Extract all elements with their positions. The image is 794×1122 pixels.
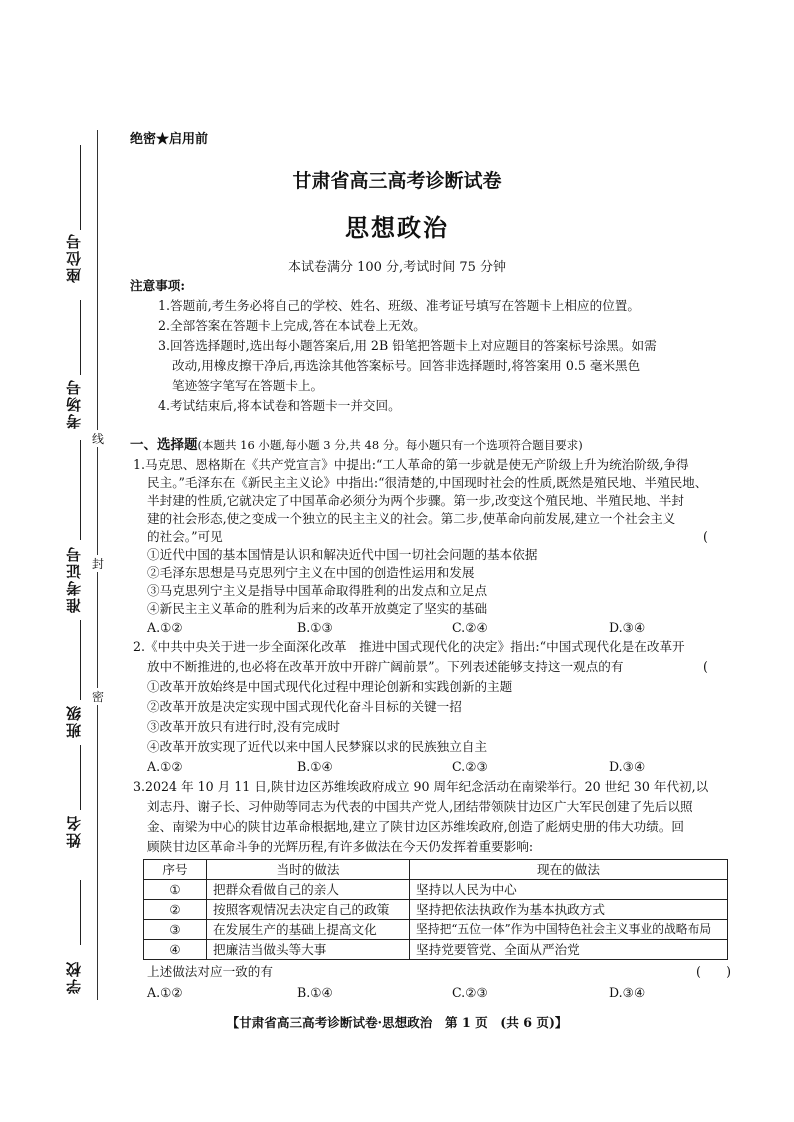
q1-choice-a: A.①② xyxy=(147,620,183,635)
q2-choice-c: C.②③ xyxy=(452,759,488,774)
section-desc: (本题共 16 小题,每小题 3 分,共 48 分。每小题只有一个选项符合题目要求) xyxy=(197,438,583,452)
exam-info: 本试卷满分 100 分,考试时间 75 分钟 xyxy=(287,260,507,275)
note-4: 4.考试结束后,将本试卷和答题卡一并交回。 xyxy=(158,398,401,413)
q2-choice-b: B.①④ xyxy=(297,759,333,774)
q1-stem-line-5: 的社会。”可见 xyxy=(147,529,223,544)
table-row xyxy=(144,900,728,920)
binding-label-mi: 密 xyxy=(91,690,104,704)
room-underline xyxy=(80,300,81,375)
table-header-cell: 当时的做法 xyxy=(207,860,410,880)
table-cell: 按照客观情况去决定自己的政策 xyxy=(207,900,410,920)
seat-label: 座位号 xyxy=(65,232,83,283)
note-2: 2.全部答案在答题卡上完成,答在本试卷上无效。 xyxy=(158,318,426,333)
section-heading xyxy=(130,436,583,454)
table-header-cell: 现在的做法 xyxy=(410,860,728,880)
table-cell: 把群众看做自己的亲人 xyxy=(207,880,410,900)
q2-answer-paren: ( xyxy=(703,659,708,674)
table-cell: ③ xyxy=(144,920,207,940)
table-cell: 坚持以人民为中心 xyxy=(410,880,728,900)
q1-stem-line-2: 民主。”毛泽东在《新民主主义论》中指出:“很清楚的,中国现时社会的性质,既然是殖民地、半殖民地、 xyxy=(147,475,708,490)
q1-option-4: ④新民主主义革命的胜利为后来的改革开放奠定了坚实的基础 xyxy=(147,601,488,616)
school-label: 学校 xyxy=(65,960,83,994)
q3-choice-d: D.③④ xyxy=(609,985,646,1000)
binding-label-xian: 线 xyxy=(91,432,104,446)
table-row xyxy=(144,940,728,960)
q2-option-1: ①改革开放始终是中国式现代化过程中理论创新和实践创新的主题 xyxy=(147,679,513,694)
q1-stem-line-1: 1.马克思、恩格斯在《共产党宣言》中提出:“工人革命的第一步就是使无产阶级上升为统治阶级,争得 xyxy=(133,457,689,472)
q2-stem-line-1: 2.《中共中央关于进一步全面深化改革 推进中国式现代化的决定》指出:“中国式现代化是在改革开 xyxy=(133,639,685,654)
table-header-row xyxy=(144,860,728,880)
note-3-line-2: 改动,用橡皮擦干净后,再选涂其他答案标号。回答非选择题时,将答案用 0.5 毫米黑色 xyxy=(172,358,641,373)
exam-title: 甘肃省高三高考诊断试卷 xyxy=(292,170,502,192)
note-3-line-3: 笔迹签字笔写在答题卡上。 xyxy=(172,378,324,393)
table-cell: ② xyxy=(144,900,207,920)
class-underline xyxy=(80,620,81,700)
q3-choice-c: C.②③ xyxy=(452,985,488,1000)
q3-stem-line-1: 3.2024 年 10 月 11 日,陕甘边区苏维埃政府成立 90 周年纪念活动在南梁举行。20 世纪 30 年代初,以 xyxy=(133,779,709,794)
q1-option-3: ③马克思列宁主义是指导中国革命取得胜利的出发点和立足点 xyxy=(147,583,488,598)
table-row xyxy=(144,880,728,900)
q3-answer-paren: ( ) xyxy=(696,964,732,979)
q1-choice-b: B.①③ xyxy=(297,620,333,635)
q3-stem-line-4: 顾陕甘边区革命斗争的光辉历程,有许多做法在今天仍发挥着重要影响: xyxy=(147,839,534,854)
table-header-cell: 序号 xyxy=(144,860,207,880)
q1-stem-line-4: 建的社会形态,使之变成一个独立的民主主义的社会。第二步,使革命向前发展,建立一个社会主义 xyxy=(147,511,676,526)
q1-answer-paren: ( xyxy=(703,529,708,544)
notes-heading: 注意事项: xyxy=(130,278,186,293)
note-3-line-1: 3.回答选择题时,选出每小题答案后,用 2B 铅笔把答题卡上对应题目的答案标号涂黑。如需 xyxy=(158,338,657,353)
ticket-underline xyxy=(80,440,81,540)
table-cell: ① xyxy=(144,880,207,900)
name-label: 姓名 xyxy=(65,814,83,848)
table-cell: 在发展生产的基础上提高文化 xyxy=(207,920,410,940)
q1-option-1: ①近代中国的基本国情是认识和解决近代中国一切社会问题的基本依据 xyxy=(147,547,538,562)
page-footer: 【甘肃省高三高考诊断试卷·思想政治 第 1 页 (共 6 页)】 xyxy=(226,1015,568,1030)
name-underline xyxy=(80,745,81,810)
table-cell: 坚持党要管党、全面从严治党 xyxy=(410,940,728,960)
q3-stem-line-2: 刘志丹、谢子长、习仲勋等同志为代表的中国共产党人,团结带领陕甘边区广大军民创建了先后以照 xyxy=(147,799,693,814)
q3-stem-line-3: 金、南梁为中心的陕甘边革命根据地,建立了陕甘边区苏维埃政府,创造了彪炳史册的伟大功绩。回 xyxy=(147,819,684,834)
note-1: 1.答题前,考生务必将自己的学校、姓名、班级、准考证号填写在答题卡上相应的位置。 xyxy=(158,298,640,313)
table-cell: ④ xyxy=(144,940,207,960)
table-cell: 坚持把依法执政作为基本执政方式 xyxy=(410,900,728,920)
subject-title: 思想政治 xyxy=(345,213,449,242)
q1-choice-d: D.③④ xyxy=(609,620,646,635)
q1-option-2: ②毛泽东思想是马克思列宁主义在中国的创造性运用和发展 xyxy=(147,565,475,580)
q2-option-4: ④改革开放实现了近代以来中国人民梦寐以求的民族独立自主 xyxy=(147,739,488,754)
q3-stem-end: 上述做法对应一致的有 xyxy=(147,964,273,979)
table-row xyxy=(144,920,728,940)
confidential-mark: 绝密★启用前 xyxy=(130,132,209,147)
room-label: 考场号 xyxy=(65,378,83,429)
q2-stem-line-2: 放中不断推进的,也必将在改革开放中开辟广阔前景”。下列表述能够支持这一观点的有 xyxy=(147,659,624,674)
q2-choice-d: D.③④ xyxy=(609,759,646,774)
q1-choice-c: C.②④ xyxy=(452,620,488,635)
school-underline xyxy=(80,880,81,945)
table-cell: 把廉洁当做头等大事 xyxy=(207,940,410,960)
binding-label-feng: 封 xyxy=(91,557,104,571)
q3-practice-table xyxy=(143,859,728,960)
ticket-label: 准考证号 xyxy=(65,545,83,613)
q3-choice-a: A.①② xyxy=(147,985,183,1000)
q1-stem-line-3: 半封建的性质,它就决定了中国革命必须分为两个步骤。第一步,改变这个殖民地、半殖民地、半封 xyxy=(147,493,684,508)
q2-option-2: ②改革开放是决定实现中国式现代化奋斗目标的关键一招 xyxy=(147,699,462,714)
section-title: 一、选择题 xyxy=(130,437,198,453)
q2-choice-a: A.①② xyxy=(147,759,183,774)
class-label: 班级 xyxy=(65,704,83,738)
table-cell: 坚持把“五位一体”作为中国特色社会主义事业的战略布局 xyxy=(410,920,728,940)
q3-choice-b: B.①④ xyxy=(297,985,333,1000)
q2-option-3: ③改革开放只有进行时,没有完成时 xyxy=(147,719,340,734)
